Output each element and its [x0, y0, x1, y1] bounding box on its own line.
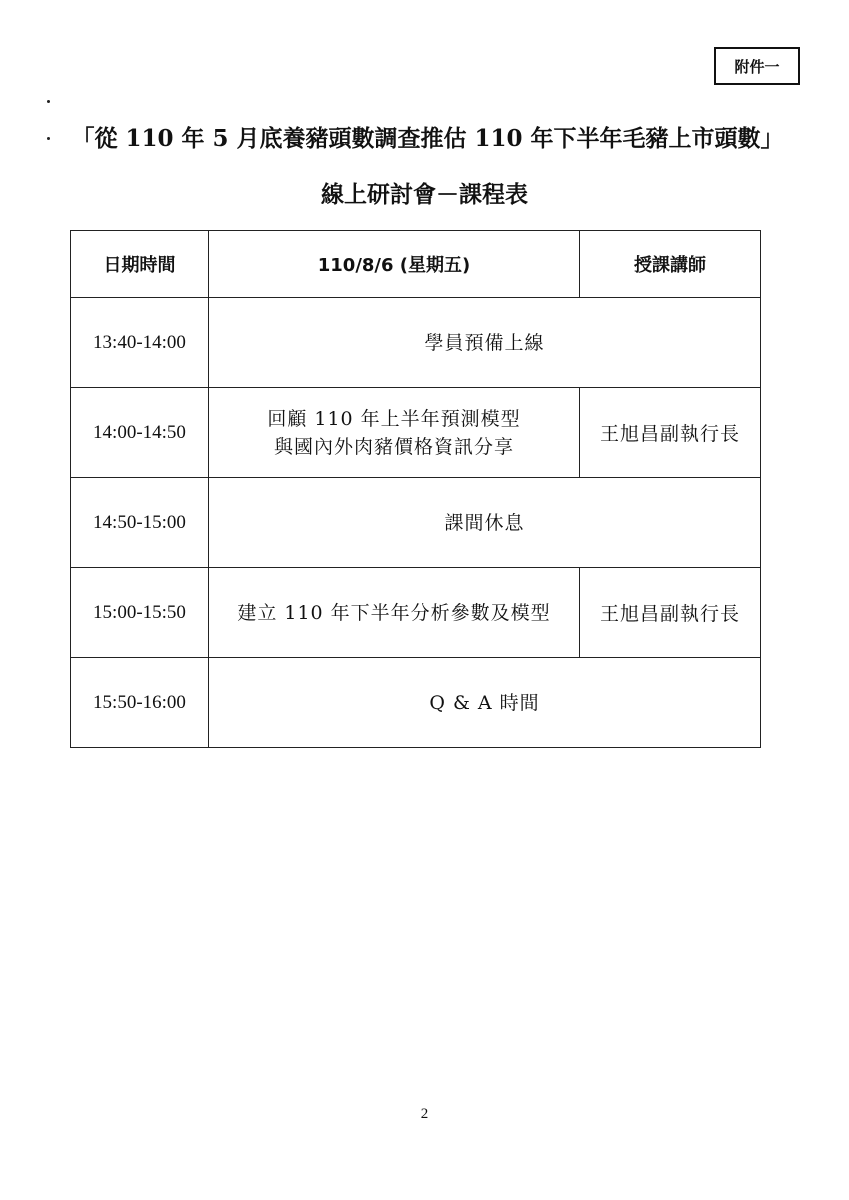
session-content [209, 478, 761, 568]
table-row [71, 388, 761, 478]
session-lecturer: 王旭昌副執行長 [580, 568, 761, 658]
session-time: 13:40-14:00 [71, 298, 209, 388]
session-content [209, 658, 761, 748]
table-row [71, 568, 761, 658]
session-time: 15:00-15:50 [71, 568, 209, 658]
session-time: 15:50-16:00 [71, 658, 209, 748]
schedule-table [70, 230, 761, 748]
table-row [71, 478, 761, 568]
page-number: 2 [420, 1106, 429, 1122]
session-time: 14:50-15:00 [71, 478, 209, 568]
session-content-line: 課間休息 [444, 511, 525, 534]
session-content-line: 與國內外肉豬價格資訊分享 [273, 435, 514, 458]
document-subtitle: 線上研討會－課程表 [321, 181, 528, 208]
session-content [209, 298, 761, 388]
document-title: 「從 110 年 5 月底養豬頭數調查推估 110 年下半年毛豬上市頭數」 [71, 125, 784, 152]
table-header-row [71, 231, 761, 298]
session-content [209, 388, 580, 478]
header-lecturer: 授課講師 [580, 231, 761, 298]
header-date: 110/8/6 (星期五) [209, 231, 580, 298]
table-row [71, 658, 761, 748]
session-content-line: 學員預備上線 [424, 331, 545, 354]
session-time: 14:00-14:50 [71, 388, 209, 478]
scan-speck [47, 100, 50, 103]
header-datetime: 日期時間 [71, 231, 209, 298]
session-content-line: 回顧 110 年上半年預測模型 [267, 407, 521, 430]
session-content-line: 建立 110 年下半年分析參數及模型 [237, 601, 551, 624]
session-content-line: Q & A 時間 [429, 691, 540, 714]
session-content [209, 568, 580, 658]
annex-label: 附件一 [714, 47, 800, 85]
table-row [71, 298, 761, 388]
session-lecturer: 王旭昌副執行長 [580, 388, 761, 478]
